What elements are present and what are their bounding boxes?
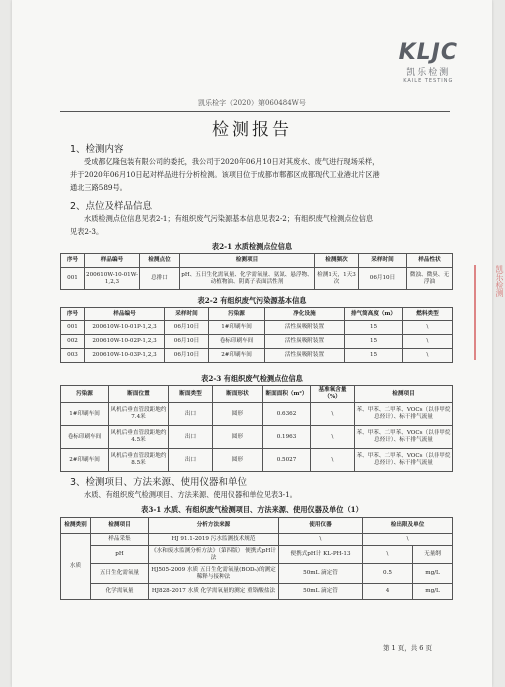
table-header-cell: 燃料类型 (403, 308, 453, 321)
table-header-cell: 检出限及单位 (363, 518, 453, 534)
table-cell: \ (363, 534, 453, 546)
table-cell: 15 (345, 349, 403, 363)
table-cell: HJ828-2017 水质 化学需氧量的测定 重铬酸盐法 (149, 584, 279, 600)
table-cell: \ (403, 335, 453, 349)
table-category-cell: 水质 (61, 534, 91, 600)
section-2-heading: 2、点位及样品信息 (70, 201, 153, 212)
section-1-text (70, 155, 448, 194)
table-cell: 样品采集 (91, 534, 149, 546)
table-row (61, 534, 453, 546)
table-header-row (61, 386, 453, 403)
table-row (61, 449, 453, 472)
table-header-cell: 分析方法来源 (149, 518, 279, 534)
table-header-cell: 断面类型 (169, 386, 213, 403)
table-2-1-caption: 表2-1 水质检测点位信息 (211, 242, 293, 251)
table-cell: 2#印刷车间 (209, 349, 265, 363)
table-cell: 五日生化需氧量 (91, 564, 149, 584)
table-row (61, 268, 453, 290)
table-2-3 (60, 385, 453, 472)
section-2-line: 水质检测点位信息见表2-1；有组织废气污染源基本信息见表2-2；有组织废气检测点位信息 (84, 214, 374, 223)
table-row (61, 546, 453, 564)
table-3-1 (60, 517, 453, 600)
table-cell: 《水和废水监测分析方法》（第四版） 便携式pH计法 (149, 546, 279, 564)
table-cell: \ (311, 449, 355, 472)
table-header-cell: 检测类别 (61, 518, 91, 534)
table-cell: 0.5027 (263, 449, 311, 472)
table-cell: 微浊、微臭、无浮油 (407, 268, 453, 290)
table-2-2-caption: 表2-2 有组织废气污染源基本信息 (197, 296, 307, 305)
table-cell: 15 (345, 335, 403, 349)
table-cell: 活性炭吸附装置 (265, 321, 345, 335)
section-2-text (70, 212, 448, 238)
table-cell: \ (403, 349, 453, 363)
table-header-row (61, 254, 453, 268)
section-3-heading: 3、检测项目、方法来源、使用仪器和单位 (70, 477, 248, 488)
table-cell: 06月10日 (165, 349, 209, 363)
table-cell: 0.5 (363, 564, 413, 584)
table-header-cell: 检测项目 (91, 518, 149, 534)
table-cell: 2#印刷车间 (61, 449, 109, 472)
table-cell: 总排口 (140, 268, 180, 290)
table-header-cell: 排气筒高度（m） (345, 308, 403, 321)
section-3-text: 水质、有组织废气检测项目、方法来源、使用仪器和单位见表3-1。 (84, 490, 297, 499)
table-row (61, 584, 453, 600)
table-cell: 卷标印刷车间 (61, 426, 109, 449)
table-cell: 便携式pH计 KL-PH-13 (279, 546, 363, 564)
table-cell: 风机后垂直管段距地约4.5米 (109, 426, 169, 449)
table-header-row (61, 308, 453, 321)
table-cell: 出口 (169, 403, 213, 426)
table-cell: 无量纲 (413, 546, 453, 564)
table-cell: 001 (61, 321, 85, 335)
table-row (61, 403, 453, 426)
table-2-3-caption: 表2-3 有组织废气检测点位信息 (201, 374, 303, 383)
table-cell: mg/L (413, 564, 453, 584)
table-header-cell: 采样时间 (359, 254, 407, 268)
table-cell: 50mL 滴定管 (279, 564, 363, 584)
table-cell: \ (311, 403, 355, 426)
table-header-cell: 净化设施 (265, 308, 345, 321)
table-cell: 200610W-10-01P-1,2,3 (85, 321, 165, 335)
table-cell: 4 (363, 584, 413, 600)
table-cell: 1#印刷车间 (61, 403, 109, 426)
table-cell: \ (403, 321, 453, 335)
table-cell: 出口 (169, 426, 213, 449)
table-row (61, 321, 453, 335)
table-cell: 风机后垂直管段距地约8.5米 (109, 449, 169, 472)
page-footer: 第 1 页，共 6 页 (382, 644, 432, 652)
header-rule (60, 111, 450, 112)
table-header-cell: 断面面积（m²） (263, 386, 311, 403)
table-cell: 圆形 (213, 426, 263, 449)
table-header-cell: 序号 (61, 308, 85, 321)
table-header-cell: 基准氧含量（%） (311, 386, 355, 403)
table-cell: 200610W-10-01W-1,2,3 (85, 268, 140, 290)
table-cell: 200610W-10-03P-1,2,3 (85, 349, 165, 363)
table-header-cell: 污染源 (209, 308, 265, 321)
table-cell: \ (363, 546, 413, 564)
table-header-cell: 检测点位 (140, 254, 180, 268)
table-2-1 (60, 253, 453, 290)
table-cell: \ (279, 534, 363, 546)
section-1-line: 并于2020年06月10日起对样品进行分析检测。该项目位于成都市郫都区成都现代工业港北片区港 (70, 170, 380, 179)
table-header-cell: 样品性状 (407, 254, 453, 268)
table-header-cell: 检测频次 (315, 254, 359, 268)
table-cell: 苯、甲苯、二甲苯、VOCs（以非甲烷总烃计）、标干排气流量 (355, 449, 453, 472)
table-cell: 0.1963 (263, 426, 311, 449)
company-logo (399, 40, 458, 84)
logo-en-text: KAILE TESTING (403, 78, 454, 84)
table-cell: 06月10日 (165, 335, 209, 349)
table-header-cell: 样品编号 (85, 308, 165, 321)
table-header-row (61, 518, 453, 534)
table-cell: 苯、甲苯、二甲苯、VOCs（以非甲烷总烃计）、标干排气流量 (355, 403, 453, 426)
table-header-cell: 检测项目 (180, 254, 315, 268)
table-row (61, 335, 453, 349)
table-cell: 50mL 滴定管 (279, 584, 363, 600)
section-1-heading: 1、检测内容 (70, 144, 124, 155)
table-cell: 06月10日 (165, 321, 209, 335)
table-header-cell: 断面形状 (213, 386, 263, 403)
table-cell: 1#印刷车间 (209, 321, 265, 335)
table-cell: 活性炭吸附装置 (265, 335, 345, 349)
table-row (61, 564, 453, 584)
table-cell: HJ505-2009 水质 五日生化需氧量(BOD₅)的测定 稀释与接种法 (149, 564, 279, 584)
table-row (61, 349, 453, 363)
section-1-line: 受成都亿隆包装有限公司的委托，我公司于2020年06月10日对其废水、废气进行现场采样， (84, 157, 380, 166)
table-header-cell: 序号 (61, 254, 85, 268)
table-cell: 苯、甲苯、二甲苯、VOCs（以非甲烷总烃计）、标干排气流量 (355, 426, 453, 449)
table-3-1-caption: 表3-1 水质、有组织废气检测项目、方法来源、使用仪器及单位（1） (141, 505, 363, 514)
table-cell: 003 (61, 349, 85, 363)
document-number: 凯乐检字（2020）第060484W号 (198, 99, 306, 107)
table-cell: 卷标印刷车间 (209, 335, 265, 349)
table-header-cell: 样品编号 (85, 254, 140, 268)
section-2-line: 见表2-3。 (70, 227, 104, 236)
report-title: 检测报告 (212, 120, 292, 140)
table-cell: 200610W-10-02P-1,2,3 (85, 335, 165, 349)
table-cell: 风机后垂直管段距地约7.4米 (109, 403, 169, 426)
logo-mark: KLJC (398, 40, 458, 65)
table-cell: 15 (345, 321, 403, 335)
table-cell: HJ 91.1-2019 污水监测技术规范 (149, 534, 279, 546)
table-cell: 002 (61, 335, 85, 349)
table-cell: 出口 (169, 449, 213, 472)
table-cell: 0.6362 (263, 403, 311, 426)
table-header-cell: 使用仪器 (279, 518, 363, 534)
table-2-2 (60, 307, 453, 363)
table-cell: 圆形 (213, 449, 263, 472)
table-cell: pH、五日生化需氧量、化学需氧量、氨氮、悬浮物、动植物油、阴离子表面活性剂 (180, 268, 315, 290)
table-cell: 化学需氧量 (91, 584, 149, 600)
table-cell: 活性炭吸附装置 (265, 349, 345, 363)
table-cell: pH (91, 546, 149, 564)
table-cell: \ (311, 426, 355, 449)
table-row (61, 426, 453, 449)
table-header-cell: 采样时间 (165, 308, 209, 321)
table-cell: 检测1天，1天3次 (315, 268, 359, 290)
table-cell: 06月10日 (359, 268, 407, 290)
table-cell: mg/L (413, 584, 453, 600)
table-cell: 001 (61, 268, 85, 290)
report-page (12, 0, 504, 687)
table-header-cell: 污染源 (61, 386, 109, 403)
red-seal-stamp: 凯乐检测 (474, 265, 505, 360)
table-cell: 圆形 (213, 403, 263, 426)
table-header-cell: 检测项目 (355, 386, 453, 403)
section-1-line: 通北三路589号。 (70, 183, 127, 192)
table-header-cell: 断面位置 (109, 386, 169, 403)
logo-cn-text: 凯乐检测 (406, 68, 451, 78)
